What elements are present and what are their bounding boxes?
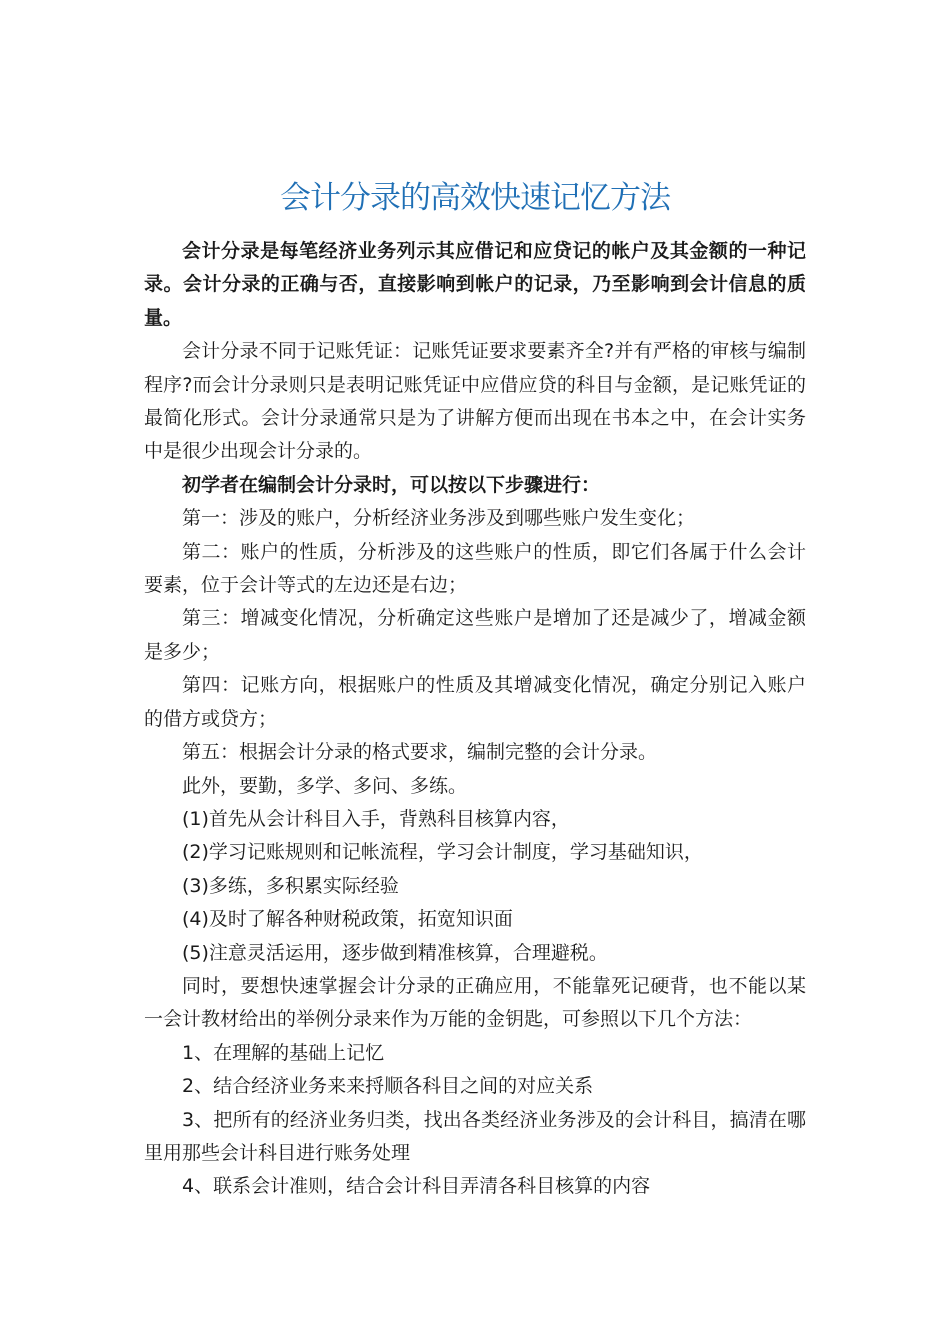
paragraph: 第二：账户的性质，分析涉及的这些账户的性质，即它们各属于什么会计要素，位于会计等式的左边还是右边； (144, 540, 806, 597)
list-item: 2、结合经济业务来来捋顺各科目之间的对应关系 (182, 1075, 594, 1098)
paragraph: 第一：涉及的账户，分析经济业务涉及到哪些账户发生变化； (182, 507, 696, 530)
paragraph: 会计分录不同于记账凭证：记账凭证要求要素齐全?并有严格的审核与编制程序?而会计分录则只是表明记账凭证中应借应贷的科目与金额，是记账凭证的最简化形式。会计分录通常只是为了讲解方便而出现在书本之中，在会计实务中是很少出现会计分录的。 (144, 340, 806, 463)
list-item: 4、联系会计准则，结合会计科目弄清各科目核算的内容 (182, 1175, 651, 1198)
document-body (144, 235, 806, 1204)
list-item: (1)首先从会计科目入手，背熟科目核算内容， (182, 807, 570, 830)
list-item: (5)注意灵活运用，逐步做到精准核算，合理避税。 (182, 941, 608, 964)
paragraph: 第三：增减变化情况，分析确定这些账户是增加了还是减少了，增减金额是多少； (144, 607, 806, 663)
list-item: (4)及时了解各种财税政策，拓宽知识面 (182, 908, 513, 931)
list-item: (3)多练，多积累实际经验 (182, 874, 399, 897)
list-item: 3、把所有的经济业务归类，找出各类经济业务涉及的会计科目，搞清在哪里用那些会计科目进行账务处理 (144, 1108, 806, 1164)
paragraph: 此外，要勤，多学、多问、多练。 (182, 774, 468, 797)
paragraph: 第五：根据会计分录的格式要求，编制完整的会计分录。 (182, 741, 658, 764)
paragraph: 初学者在编制会计分录时，可以按以下步骤进行： (182, 473, 601, 496)
paragraph: 会计分录是每笔经济业务列示其应借记和应贷记的帐户及其金额的一种记录。会计分录的正确与否，直接影响到帐户的记录，乃至影响到会计信息的质量。 (144, 240, 806, 329)
document-title: 会计分录的高效快速记忆方法 (280, 180, 670, 216)
list-item: 1、在理解的基础上记忆 (182, 1041, 385, 1064)
list-item: (2)学习记账规则和记帐流程，学习会计制度，学习基础知识， (182, 841, 703, 864)
paragraph: 同时，要想快速掌握会计分录的正确应用，不能靠死记硬背，也不能以某一会计教材给出的举例分录来作为万能的金钥匙，可参照以下几个方法： (144, 974, 806, 1031)
paragraph: 第四：记账方向，根据账户的性质及其增减变化情况，确定分别记入账户的借方或贷方； (144, 674, 806, 730)
